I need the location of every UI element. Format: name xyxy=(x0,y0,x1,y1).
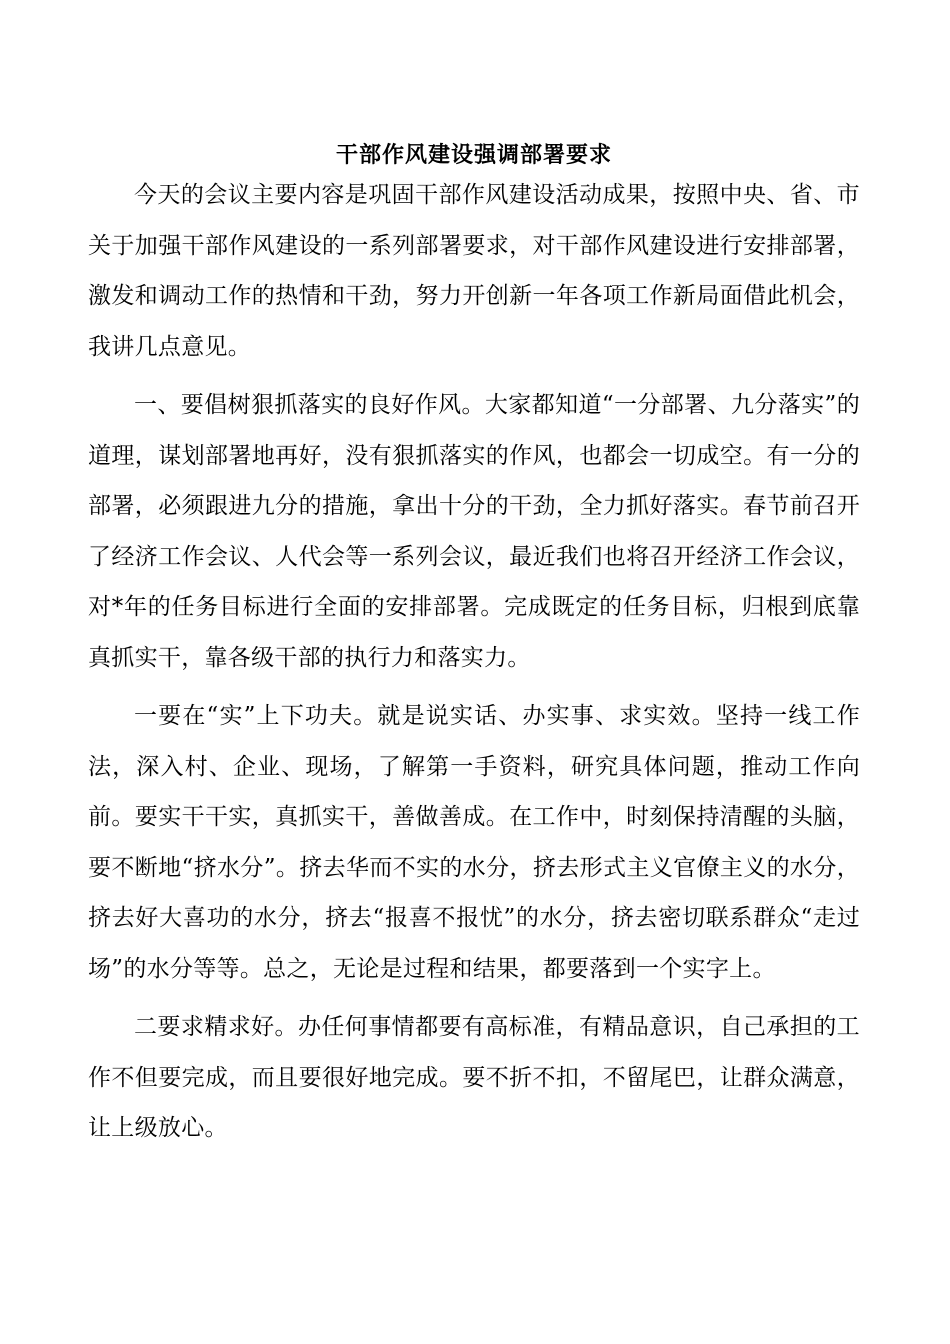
paragraph-sub-point-jing: 二要求精求好。办任何事情都要有高标准，有精品意识，自己承担的工作不但要完成，而且要很好地完成。要不折不扣，不留尾巴，让群众满意，让上级放心。 xyxy=(88,1014,860,1141)
paragraph-sub-point-shi: 一要在“实”上下功夫。就是说实话、办实事、求实效。坚持一线工作法，深入村、企业、现场，了解第一手资料，研究具体问题，推动工作向前。要实干干实，真抓实干，善做善成。在工作中，时刻保持清醒的头脑，要不断地“挤水分”。挤去华而不实的水分，挤去形式主义官僚主义的水分，挤去好大喜功的水分，挤去“报喜不报忧”的水分，挤去密切联系群众“走过场”的水分等等。总之，无论是过程和结果，都要落到一个实字上。 xyxy=(88,703,860,982)
paragraph-point-one: 一、要倡树狠抓落实的良好作风。大家都知道“一分部署、九分落实”的道理，谋划部署地再好，没有狠抓落实的作风，也都会一切成空。有一分的部署，必须跟进九分的措施，拿出十分的干劲，全力抓好落实。春节前召开了经济工作会议、人代会等一系列会议，最近我们也将召开经济工作会议，对*年的任务目标进行全面的安排部署。完成既定的任务目标，归根到底靠真抓实干，靠各级干部的执行力和落实力。 xyxy=(88,392,860,671)
document-body xyxy=(88,170,860,1162)
paragraph-intro: 今天的会议主要内容是巩固干部作风建设活动成果，按照中央、省、市关于加强干部作风建设的一系列部署要求，对干部作风建设进行安排部署，激发和调动工作的热情和干劲，努力开创新一年各项工作新局面借此机会，我讲几点意见。 xyxy=(88,182,860,360)
document-title: 干部作风建设强调部署要求 xyxy=(335,143,612,168)
